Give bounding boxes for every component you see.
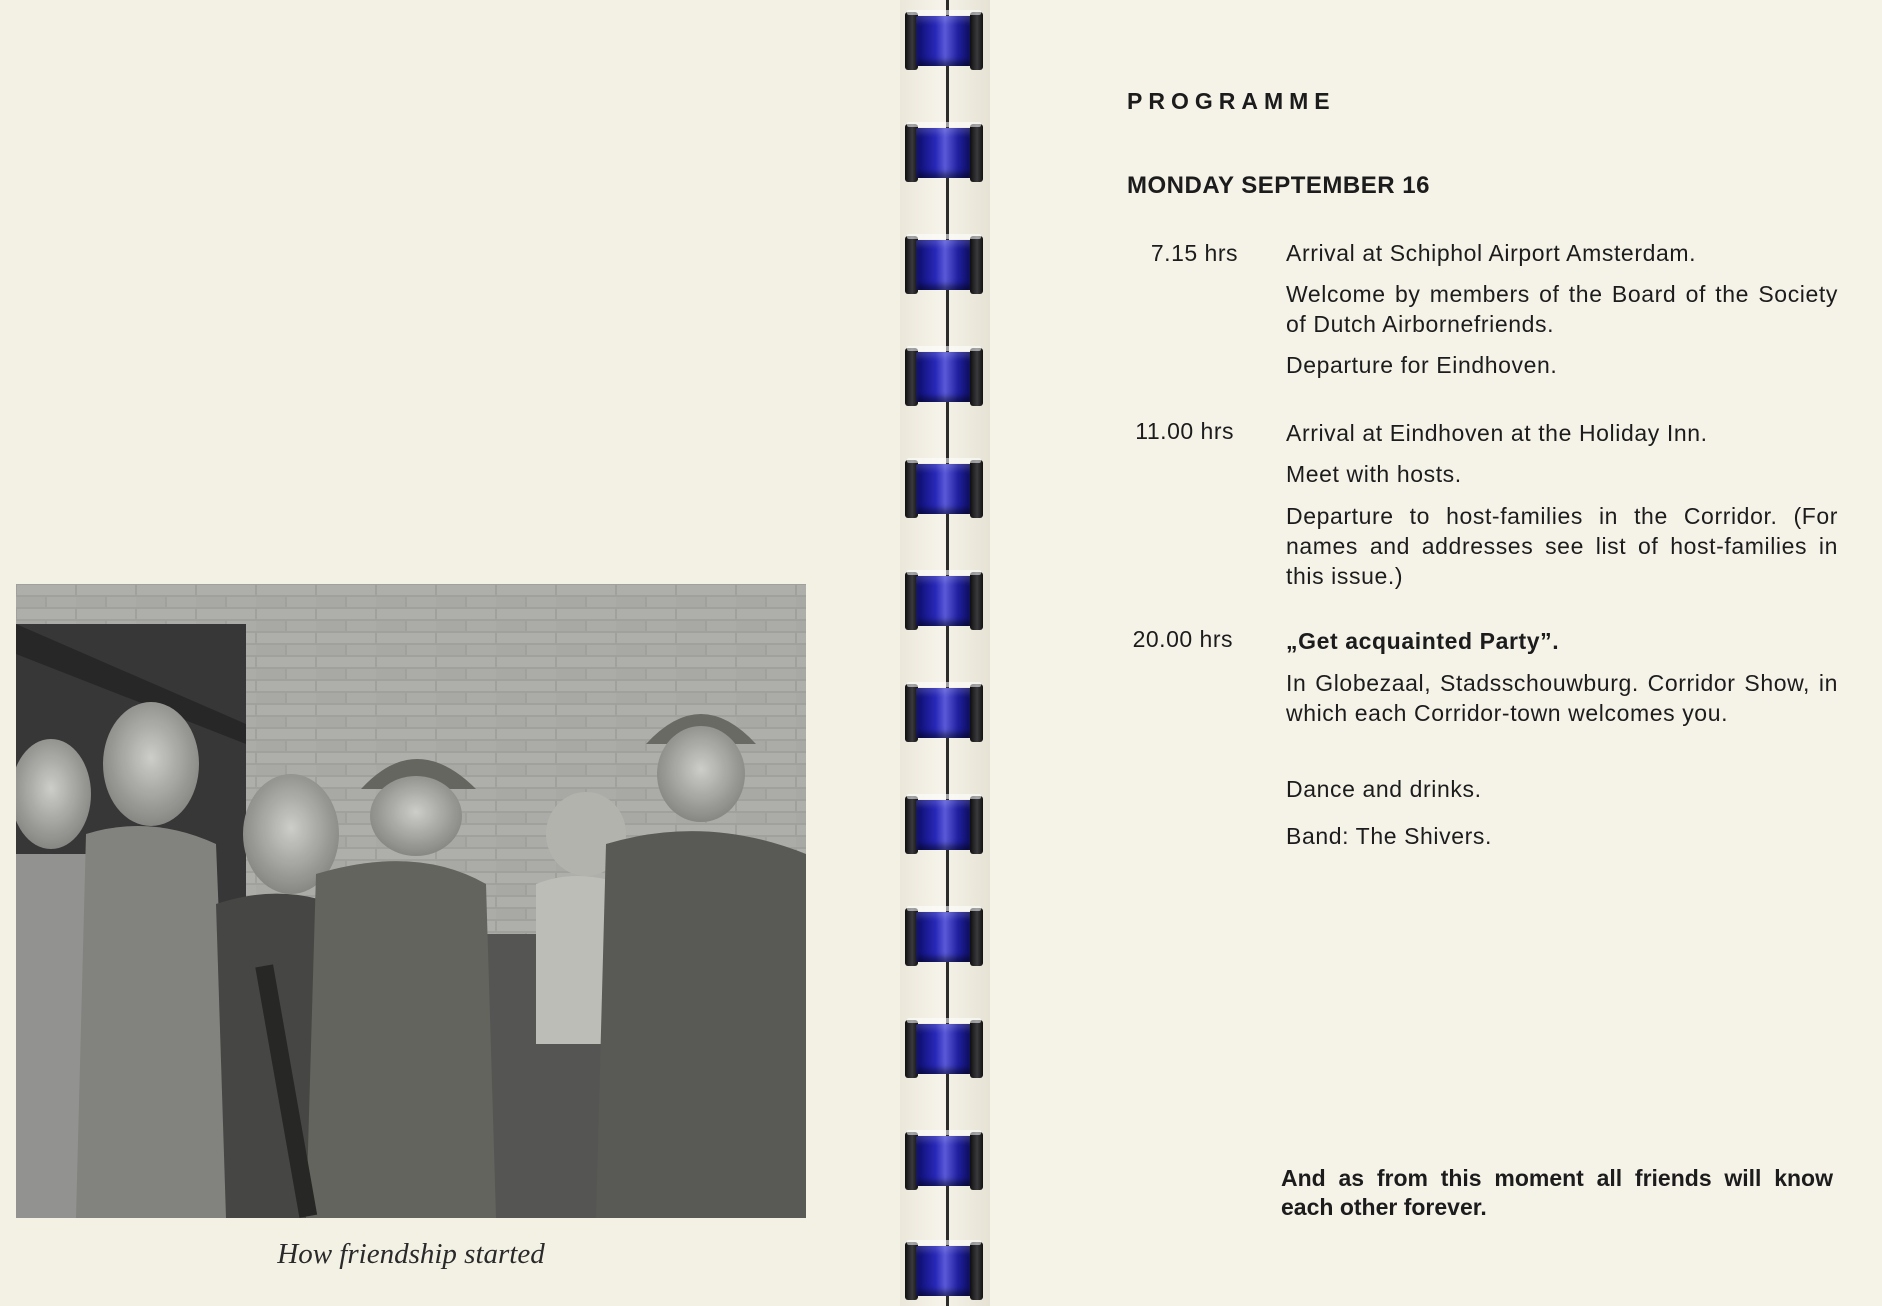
schedule-time: 11.00 hrs — [1135, 418, 1234, 444]
schedule-item: Meet with hosts. — [1286, 461, 1462, 487]
binding-coil — [905, 460, 983, 518]
binding-coil — [905, 124, 983, 182]
binding-coil — [905, 1132, 983, 1190]
closing-statement: And as from this moment all friends will know each other forever. — [1281, 1165, 1833, 1220]
photo-image-icon — [16, 584, 806, 1218]
binding-coil — [905, 236, 983, 294]
binding-coil — [905, 1242, 983, 1300]
binding-coil — [905, 1020, 983, 1078]
schedule-item: Band: The Shivers. — [1286, 823, 1492, 849]
binding-coil — [905, 12, 983, 70]
binding-coil — [905, 684, 983, 742]
schedule-time: 7.15 hrs — [1150, 240, 1238, 266]
photo-caption: How friendship started — [277, 1238, 545, 1270]
historic-photo — [16, 584, 806, 1218]
day-heading: MONDAY SEPTEMBER 16 — [1127, 172, 1430, 199]
binding-wire — [946, 0, 949, 1306]
schedule-item: In Globezaal, Stadsschouwburg. Corridor Show, in which each Corridor-town welcomes you. — [1286, 670, 1838, 726]
schedule-item: Departure for Eindhoven. — [1286, 352, 1558, 378]
binding-coil — [905, 796, 983, 854]
binding-coil — [905, 348, 983, 406]
binding-coil — [905, 908, 983, 966]
schedule-item-event: „Get acquainted Party”. — [1286, 628, 1560, 654]
spiral-binding — [900, 0, 990, 1306]
schedule-item: Arrival at Eindhoven at the Holiday Inn. — [1286, 420, 1708, 446]
programme-title: PROGRAMME — [1127, 88, 1336, 114]
schedule-item: Welcome by members of the Board of the Society of Dutch Airbornefriends. — [1286, 281, 1838, 337]
schedule-item: Arrival at Schiphol Airport Amsterdam. — [1286, 240, 1697, 266]
binding-coil — [905, 572, 983, 630]
schedule-item: Departure to host-families in the Corridor. (For names and addresses see list of host-families in this issue.) — [1286, 503, 1838, 589]
schedule-item: Dance and drinks. — [1286, 776, 1482, 802]
schedule-time: 20.00 hrs — [1132, 626, 1233, 652]
